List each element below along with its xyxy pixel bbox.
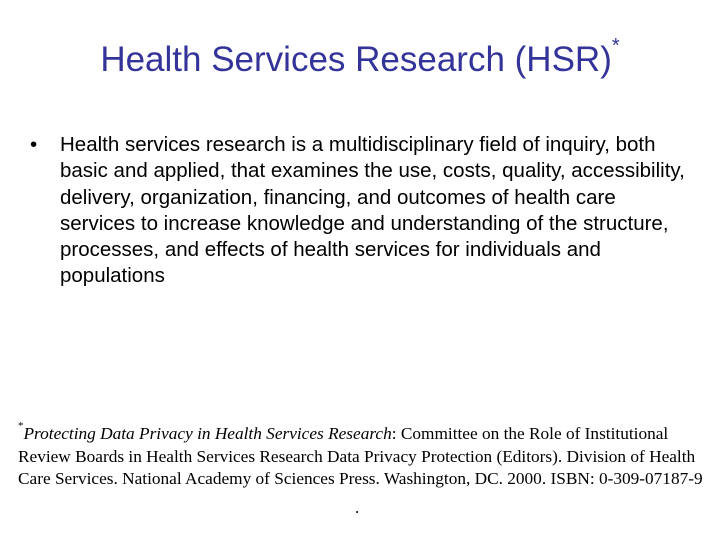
bullet-dot-icon: • [30, 133, 38, 156]
title-footnote-marker: * [611, 35, 620, 58]
footnote-marker: * [18, 420, 24, 433]
bullet-item [30, 132, 690, 290]
slide-title-text: Health Services Research (HSR) [100, 40, 612, 79]
bullet-text: Health services research is a multidisciplinary field of inquiry, both basic and applied, that examines the use, costs, quality, accessibility, delivery, organization, financing, and outcomes of health care services to increase knowledge and understanding of the structure, processes, and effects of health services for individuals and populations [60, 133, 685, 288]
slide-title [0, 35, 720, 82]
footnote [18, 420, 708, 491]
trailing-dot: . [355, 498, 360, 517]
footnote-source-title: Protecting Data Privacy in Health Services Research [23, 424, 392, 443]
footnote-citation: : Committee on the Role of Institutional Review Boards in Health Services Research Data Privacy Protection (Editors). Division of Health Care Services. National Academy of Sciences Press. Washington, DC. 2000. ISBN: 0-309-07187-9 [18, 424, 703, 489]
